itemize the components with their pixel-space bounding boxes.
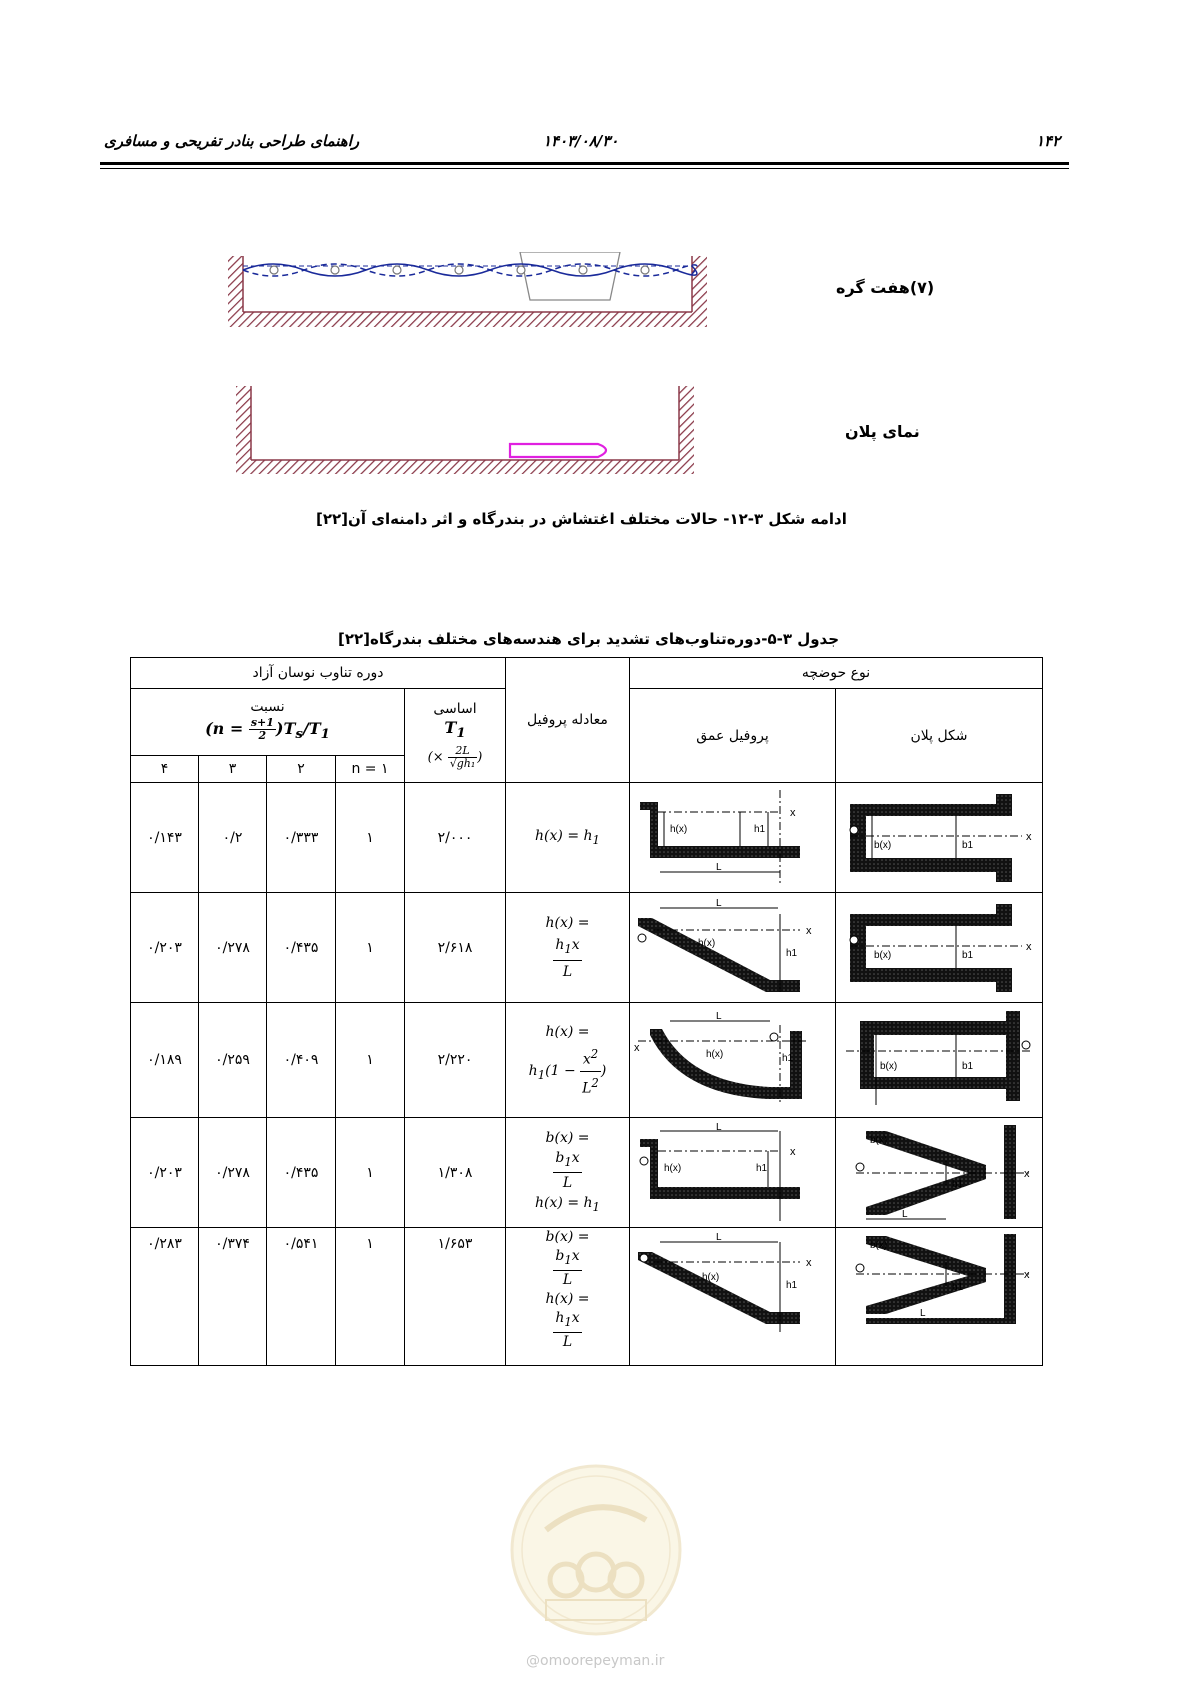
svg-text:b(x): b(x) <box>880 1061 898 1072</box>
svg-text:x: x <box>634 1042 640 1054</box>
cell-t1: ۲/۰۰۰ <box>405 783 506 893</box>
cell-n1: ۱ <box>336 893 405 1003</box>
svg-text:L: L <box>716 1011 722 1022</box>
svg-text:L: L <box>920 1308 926 1319</box>
svg-text:x: x <box>1026 940 1032 953</box>
cell-n3: ۰/۲۷۸ <box>199 893 267 1003</box>
svg-text:b(x): b(x) <box>870 1134 888 1146</box>
svg-text:h1: h1 <box>786 1280 798 1291</box>
seven-nodes-label: (۷)هفت گره <box>836 278 935 297</box>
svg-text:x: x <box>790 806 796 819</box>
depth-profile-rectangular <box>630 786 830 890</box>
svg-text:b1: b1 <box>962 1061 974 1072</box>
svg-text:b1: b1 <box>962 839 974 851</box>
table-row <box>131 783 1043 893</box>
cell-n3: ۰/۲۷۸ <box>199 1118 267 1228</box>
cell-n1: ۱ <box>336 1118 405 1228</box>
svg-text:L: L <box>902 1208 908 1220</box>
svg-text:b1: b1 <box>952 1282 964 1293</box>
svg-text:x: x <box>1024 1269 1030 1281</box>
svg-text:L: L <box>716 1232 722 1243</box>
fundamental-header <box>405 689 506 783</box>
col-n1-header: n = ۱ <box>336 756 405 783</box>
plan-shape-cell <box>836 1118 1043 1228</box>
cell-t1: ۲/۶۱۸ <box>405 893 506 1003</box>
cell-t1: ۲/۲۲۰ <box>405 1003 506 1118</box>
cell-n4: ۰/۱۴۳ <box>131 783 199 893</box>
cell-equation: b(x) = $\frac{b_1x}{L}$ $h(x) = h_1$ <box>506 1118 630 1228</box>
svg-text:b1: b1 <box>952 1178 964 1190</box>
svg-text:h(x): h(x) <box>670 823 688 835</box>
svg-text:L: L <box>716 897 722 909</box>
ratio-header <box>131 689 405 756</box>
plan-shape-cell <box>836 1003 1043 1118</box>
svg-text:b(x): b(x) <box>870 1240 888 1251</box>
depth-profile-parabolic <box>630 1005 830 1115</box>
page-number: ۱۴۲ <box>1036 132 1061 150</box>
resonance-period-table <box>130 657 1043 1366</box>
svg-text:h1: h1 <box>782 1053 794 1064</box>
basin-type-header: نوع حوضچه <box>630 658 1043 689</box>
depth-profile-cell <box>630 1118 836 1228</box>
table-row <box>131 1228 1043 1366</box>
cell-n2: ۰/۴۰۹ <box>267 1003 336 1118</box>
book-title: راهنمای طراحی بنادر تفریحی و مسافری <box>104 132 360 150</box>
watermark-logo <box>506 1460 686 1640</box>
table-caption: جدول ۳-۵-دوره‌تناوب‌های تشدید برای هندسه‌های مختلف بندرگاه[۲۲] <box>338 630 840 648</box>
plan-shape-cell <box>836 1228 1043 1366</box>
plan-shape-rectangular-mirrored <box>836 1005 1036 1115</box>
svg-text:x: x <box>806 924 812 937</box>
svg-text:h(x): h(x) <box>706 1049 724 1060</box>
svg-text:h1: h1 <box>754 823 766 835</box>
plan-shape-triangular <box>836 1121 1036 1225</box>
cell-n3: ۰/۲۵۹ <box>199 1003 267 1118</box>
plan-shape-rectangular <box>836 786 1036 890</box>
cell-equation: b(x) = $\frac{b_1x}{L}$ h(x) = $\frac{h_1x}{L}$ <box>506 1228 630 1366</box>
svg-text:x: x <box>1026 830 1032 843</box>
seven-node-oscillation-diagram <box>228 252 712 328</box>
cell-n4: ۰/۲۰۳ <box>131 1118 199 1228</box>
cell-equation: h(x) = $\frac{h_1x}{L}$ <box>506 893 630 1003</box>
table-row <box>131 893 1043 1003</box>
depth-profile-cell <box>630 1228 836 1366</box>
cell-n3: ۰/۳۷۴ <box>199 1228 267 1366</box>
depth-profile-cell <box>630 893 836 1003</box>
cell-n4: ۰/۲۰۳ <box>131 893 199 1003</box>
cell-n4: ۰/۱۸۹ <box>131 1003 199 1118</box>
fundamental-factor: (× $\frac{2L}{\text{√gh₁}}$ ) <box>427 743 483 770</box>
cell-n1: ۱ <box>336 1228 405 1366</box>
plan-view-diagram <box>236 386 696 476</box>
ratio-formula: (n = $\frac{s+1}{2}$ )$T_s/T_1$ <box>205 715 330 743</box>
depth-profile-linear <box>630 1228 830 1338</box>
cell-equation: h(x) = $h_1(1$ − $\frac{x^2}{L^2}$ ) <box>506 1003 630 1118</box>
svg-text:b1: b1 <box>962 949 974 961</box>
ratio-label: نسبت <box>250 698 285 715</box>
svg-text:x: x <box>790 1145 796 1158</box>
cell-n2: ۰/۴۳۵ <box>267 1118 336 1228</box>
depth-profile-linear <box>630 896 830 1000</box>
plan-shape-cell <box>836 893 1043 1003</box>
plan-shape-cell <box>836 783 1043 893</box>
plan-shape-rectangular <box>836 896 1036 1000</box>
cell-n1: ۱ <box>336 783 405 893</box>
header-rule-thin <box>100 168 1069 169</box>
cell-n2: ۰/۴۳۵ <box>267 893 336 1003</box>
profile-equation-header: معادله پروفیل <box>506 658 630 783</box>
svg-text:h1: h1 <box>786 947 798 959</box>
svg-text:h1: h1 <box>756 1162 768 1174</box>
svg-text:x: x <box>1024 1167 1030 1180</box>
table-row <box>131 1003 1043 1118</box>
header-date: ۱۴۰۳/۰۸/۳۰ <box>543 132 619 150</box>
cell-n2: ۰/۳۳۳ <box>267 783 336 893</box>
cell-n4: ۰/۲۸۳ <box>131 1228 199 1366</box>
svg-text:L: L <box>716 861 722 873</box>
plan-view-label: نمای پلان <box>845 422 920 441</box>
cell-n3: ۰/۲ <box>199 783 267 893</box>
free-oscillation-header: دوره تناوب نوسان آزاد <box>131 658 506 689</box>
col-n3-header: ۳ <box>199 756 267 783</box>
cell-n1: ۱ <box>336 1003 405 1118</box>
svg-text:b(x): b(x) <box>874 949 892 961</box>
svg-text:h(x): h(x) <box>664 1162 682 1174</box>
depth-profile-cell <box>630 1003 836 1118</box>
svg-text:h(x): h(x) <box>702 1272 720 1283</box>
plan-shape-triangular <box>836 1228 1036 1338</box>
col-n4-header: ۴ <box>131 756 199 783</box>
fundamental-symbol: $T_1$ <box>444 718 466 742</box>
svg-text:b(x): b(x) <box>874 839 892 851</box>
col-n2-header: ۲ <box>267 756 336 783</box>
depth-profile-cell <box>630 783 836 893</box>
svg-text:h(x): h(x) <box>698 937 716 949</box>
watermark-text: @omoorepeyman.ir <box>526 1653 665 1669</box>
cell-equation: $h(x) = h_1$ <box>506 783 630 893</box>
table-row <box>131 1118 1043 1228</box>
plan-shape-header: شکل پلان <box>836 689 1043 783</box>
depth-profile-header: پروفیل عمق <box>630 689 836 783</box>
figure-caption: ادامه شکل ۳-۱۲- حالات مختلف اغتشاش در بندرگاه و اثر دامنه‌ای آن[۲۲] <box>316 510 847 528</box>
header-rule <box>100 162 1069 165</box>
svg-text:L: L <box>716 1121 722 1133</box>
cell-n2: ۰/۵۴۱ <box>267 1228 336 1366</box>
cell-t1: ۱/۳۰۸ <box>405 1118 506 1228</box>
cell-t1: ۱/۶۵۳ <box>405 1228 506 1366</box>
svg-text:x: x <box>806 1257 812 1269</box>
depth-profile-rectangular <box>630 1121 830 1225</box>
fundamental-label: اساسی <box>433 701 477 718</box>
